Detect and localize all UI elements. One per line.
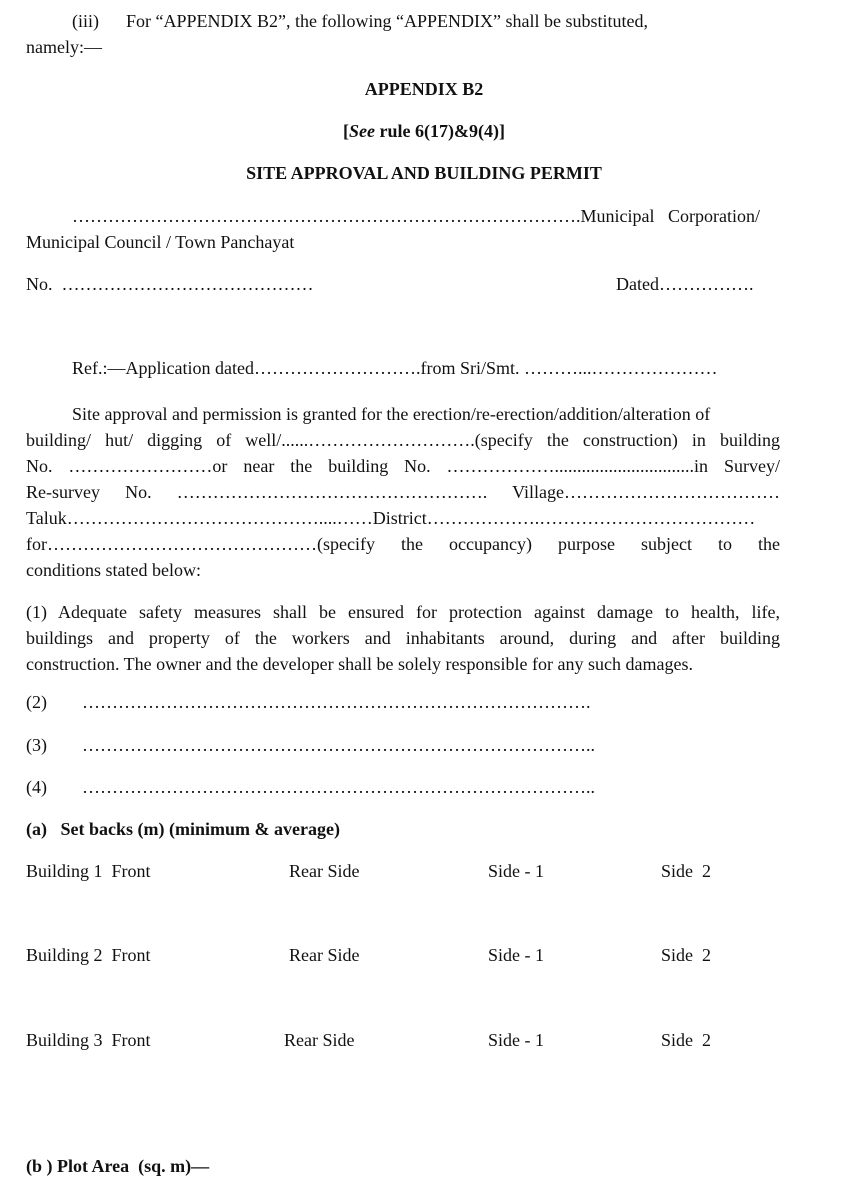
setback-building-3: Building 3 Front bbox=[26, 1030, 151, 1050]
permission-line: No. ……………………or near the building No. ………………...............................in Survey/ bbox=[26, 456, 780, 476]
plot-area-heading: (b ) Plot Area (sq. m)— bbox=[26, 1156, 210, 1176]
permit-date-field: Dated……………. bbox=[616, 274, 754, 294]
application-reference: Ref.:—Application dated……………………….from Sri/Smt. ………...………………… bbox=[72, 358, 718, 378]
setbacks-heading: (a) Set backs (m) (minimum & average) bbox=[26, 819, 340, 839]
condition-2-blank: …………………………………………………………………………. bbox=[82, 692, 591, 712]
setback-rear-3: Rear Side bbox=[284, 1030, 355, 1050]
setback-side1-1: Side - 1 bbox=[488, 861, 544, 881]
appendix-heading: APPENDIX B2 bbox=[364, 79, 484, 99]
setback-side1-2: Side - 1 bbox=[488, 945, 544, 965]
condition-1 bbox=[26, 599, 780, 677]
intro-line-2: namely:— bbox=[26, 37, 102, 57]
permit-number-field: No. …………………………………… bbox=[26, 274, 314, 294]
authority-line-2: Municipal Council / Town Panchayat bbox=[26, 232, 295, 252]
condition-1-line: (1) Adequate safety measures shall be ensured for protection against damage to health, life, bbox=[26, 602, 780, 622]
setback-building-2: Building 2 Front bbox=[26, 945, 151, 965]
setback-building-1: Building 1 Front bbox=[26, 861, 151, 881]
condition-3-number: (3) bbox=[26, 735, 47, 755]
intro-line-1: (iii) For “APPENDIX B2”, the following “APPENDIX” shall be substituted, bbox=[72, 11, 648, 31]
condition-2-number: (2) bbox=[26, 692, 47, 712]
authority-line-1: ………………………………………………………………………….Municipal Corporation/ bbox=[72, 206, 760, 226]
condition-3-blank: ………………………………………………………………………….. bbox=[82, 735, 595, 755]
setback-rear-1: Rear Side bbox=[289, 861, 360, 881]
permission-line: Taluk……………………………………....……District……………….……………………………… bbox=[26, 508, 756, 528]
setback-side2-2: Side 2 bbox=[661, 945, 712, 965]
permit-title: SITE APPROVAL AND BUILDING PERMIT bbox=[246, 163, 602, 183]
permission-line: Re-survey No. ……………………………………………. Village……………………………… bbox=[26, 482, 780, 502]
permission-line: building/ hut/ digging of well/......……………………….(specify the construction) in building bbox=[26, 430, 780, 450]
setback-side2-3: Side 2 bbox=[661, 1030, 712, 1050]
condition-1-line: construction. The owner and the developer shall be solely responsible for any such damages. bbox=[26, 654, 693, 674]
condition-1-line: buildings and property of the workers and inhabitants around, during and after building bbox=[26, 628, 780, 648]
condition-4-blank: ………………………………………………………………………….. bbox=[82, 777, 595, 797]
setback-side1-3: Side - 1 bbox=[488, 1030, 544, 1050]
setback-side2-1: Side 2 bbox=[661, 861, 712, 881]
permission-line: conditions stated below: bbox=[26, 560, 201, 580]
permission-paragraph bbox=[26, 401, 780, 427]
setback-rear-2: Rear Side bbox=[289, 945, 360, 965]
permission-paragraph-rest bbox=[26, 427, 780, 583]
permission-line: for………………………………………(specify the occupancy) purpose subject to the bbox=[26, 534, 780, 554]
permission-line: Site approval and permission is granted for the erection/re-erection/addition/alteration of bbox=[72, 404, 711, 424]
rule-reference: [See rule 6(17)&9(4)] bbox=[343, 121, 505, 141]
condition-4-number: (4) bbox=[26, 777, 47, 797]
